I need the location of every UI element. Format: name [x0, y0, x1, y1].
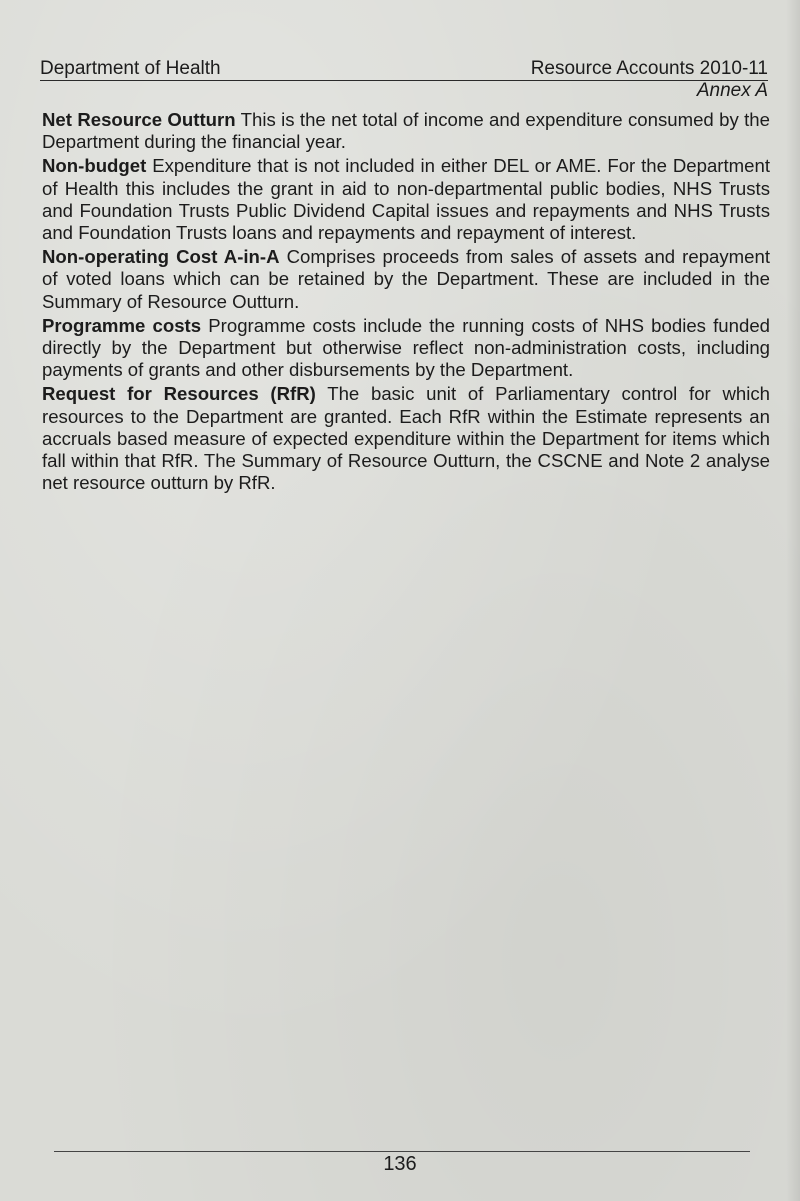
definition-request-for-resources	[42, 383, 770, 494]
header-department: Department of Health	[40, 58, 221, 79]
definitions-list	[42, 109, 770, 496]
page-number: 136	[383, 1153, 417, 1175]
definition-text: Comprises proceeds from sales of assets and repayment of voted loans which can be retained by the Department. These are included in the Summary of Resource Outturn.	[42, 246, 771, 312]
definition-term: Non-budget	[42, 155, 147, 177]
definition-text: Expenditure that is not included in either DEL or AME. For the Department of Health this includes the grant in aid to non-departmental public bodies, NHS Trusts and Foundation Trusts Public Dividend Capital issues and repayments and NHS Trusts and Foundation Trusts loans and repayments and repayment of interest.	[42, 155, 771, 244]
definition-text: This is the net total of income and expenditure consumed by the Department during the financial year.	[42, 109, 770, 153]
header-report-title: Resource Accounts 2010-11	[530, 58, 768, 79]
definition-net-resource-outturn	[42, 109, 770, 153]
page-edge-shadow	[786, 0, 800, 1201]
definition-term: Programme costs	[42, 314, 202, 336]
definition-text: The basic unit of Parliamentary control for which resources to the Department are granted. Each RfR within the Estimate represents an accruals based measure of expected expenditure within the Department for items which fall within that RfR. The Summary of Resource Outturn, the CSCNE and Note 2 analyse net resource outturn by RfR.	[42, 383, 770, 494]
annex-label: Annex A	[696, 80, 768, 101]
definition-term: Non-operating Cost A-in-A	[42, 246, 280, 268]
definition-term: Request for Resources (RfR)	[42, 383, 316, 405]
page-header	[40, 58, 768, 81]
definition-term: Net Resource Outturn	[42, 109, 236, 130]
definition-text: Programme costs include the running costs of NHS bodies funded directly by the Department but otherwise reflect non-administration costs, including payments of grants and other disbursements by the Department.	[42, 314, 771, 381]
definition-programme-costs	[42, 315, 770, 382]
definition-non-operating-cost	[42, 246, 770, 313]
definition-non-budget	[42, 155, 770, 244]
